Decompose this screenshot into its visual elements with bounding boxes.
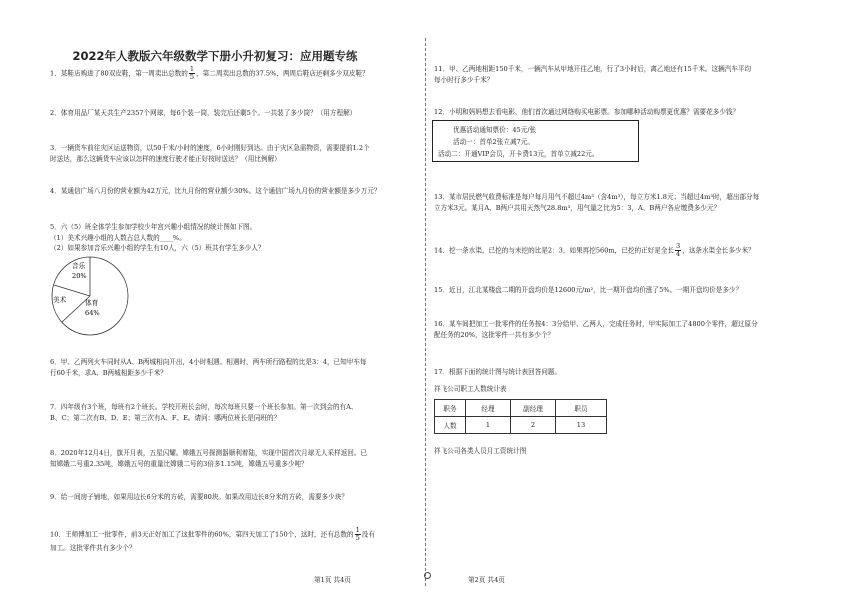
table-cell: 13 bbox=[556, 417, 607, 434]
question-17: 17．根据下面的统计图与统计表回答问题。 bbox=[434, 368, 562, 376]
question-3-line-2: 时送达，那么这辆货车应该以怎样的速度行驶才能正好按时送达？（用比例解） bbox=[50, 155, 281, 163]
question-7-line-2: B、C；第二次有B、D、E；第三次有A、F、E。请问：哪两位班长是同班的？ bbox=[50, 414, 281, 422]
question-5-line-2: （1）美术兴趣小组的人数占总人数的____%。 bbox=[50, 234, 186, 242]
promotion-notice-box bbox=[432, 120, 639, 162]
page-number-right: 第2页 共4页 bbox=[468, 576, 505, 584]
pie-label-pe: 体育 bbox=[85, 299, 99, 307]
question-9: 9．给一间房子铺地，如果用边长6分米的方砖，需要80块。如果改用边长8分米的方砖，需要多少块？ bbox=[50, 493, 348, 501]
notice-line-activity-1: 活动一：首单2张立减7元。 bbox=[453, 138, 534, 146]
question-3-line-1: 3．一辆货车前往灾区运送物资，以50千米/小时的速度，6小时刚好到达。由于灾区急需物资，需要提前1.2个 bbox=[50, 144, 370, 152]
question-13-line-1: 13．某市居民燃气收费标准是每户每月用气不超过4m³（含4m³），每立方米1.8元；当超过4m³时，超出部分每 bbox=[434, 193, 760, 201]
pie-pct-music: 20% bbox=[72, 272, 87, 280]
question-11-line-1: 11．甲、乙两地相距150千米，一辆汽车从甲地开往乙地，行了3小时后，离乙地还有15千米。这辆汽车平均 bbox=[434, 65, 752, 73]
question-12: 12．小明和妈妈想去看电影，他们首次通过网络购买电影票。参加哪种活动购票更优惠？需要花多少钱？ bbox=[434, 108, 740, 116]
question-8-line-1: 8．2020年12月4日，旗开月表，五星闪耀。嫦娥五号探测器顺利着陆，实现中国首次月球无人采样返回。已 bbox=[50, 449, 368, 457]
fraction-numerator: 1 bbox=[189, 65, 195, 73]
notice-line-price: 优惠活动通知票价：45元/张 bbox=[453, 126, 537, 134]
staff-count-table bbox=[434, 399, 607, 434]
fraction-denominator: 4 bbox=[676, 250, 681, 258]
table-header-cell: 职务 bbox=[435, 400, 466, 417]
table-cell: 2 bbox=[511, 417, 556, 434]
question-10-line-2: 加工。这批零件共有多少个？ bbox=[50, 544, 136, 552]
question-8-line-2: 知嫦娥二号重2.35吨，嫦娥五号的重量比嫦娥二号的3倍多1.15吨，嫦娥五号重多少吨？ bbox=[50, 460, 308, 468]
question-10-text-b: 没有 bbox=[361, 530, 375, 539]
pie-label-music: 音乐 bbox=[72, 262, 86, 270]
page-title: 2022年人教版六年级数学下册小升初复习：应用题专练 bbox=[72, 49, 358, 63]
fraction-one-fifth bbox=[355, 527, 361, 542]
fraction-three-quarters bbox=[675, 243, 681, 258]
pie-pct-pe: 64% bbox=[85, 309, 100, 317]
question-16-line-1: 16．某车间把加工一批零件的任务按4：3分给甲、乙两人，完成任务时，甲实际加工了4800个零件，超过原分 bbox=[434, 320, 758, 328]
table-header-row bbox=[435, 400, 607, 417]
fraction-denominator: 5 bbox=[189, 73, 195, 81]
interest-group-pie-chart bbox=[50, 255, 130, 337]
question-1-text-b: ，第二周卖出总数的37.5%，两周后鞋店还剩多少双皮鞋？ bbox=[196, 69, 369, 78]
question-16-line-2: 配任务的20%，这批零件一共有多少个？ bbox=[434, 331, 555, 339]
question-1 bbox=[50, 66, 369, 81]
table-header-cell: 副经理 bbox=[511, 400, 556, 417]
fraction-numerator: 3 bbox=[676, 242, 681, 250]
question-4: 4．某通信广场八月份的营业额为42万元，比九月份的营业额少30%。这个通信广场九月份的营业额是多少万元？ bbox=[50, 187, 381, 195]
question-5-line-1: 5．六（5）班全体学生参加学校少年宫兴趣小组情况的统计图如下图。 bbox=[50, 223, 257, 231]
question-2: 2．体育用品厂某天共生产2357个网球，每6个装一筒，装完后还剩5个。一共装了多少筒？（用方程解） bbox=[50, 109, 357, 117]
table-header-cell: 职员 bbox=[556, 400, 607, 417]
page-number-left: 第1页 共4页 bbox=[314, 576, 351, 584]
question-13-line-2: 立方米3元。某月A、B两户共用天然气28.8m³，用气量之比为5：3，A、B两户各应缴费多少元？ bbox=[434, 204, 721, 212]
table-cell: 1 bbox=[466, 417, 511, 434]
right-page bbox=[430, 0, 860, 608]
question-14 bbox=[434, 243, 755, 258]
question-14-text-a: 14．挖一条水渠，已挖的与未挖的比是2：3，如果再挖560m，已挖的正好是全长 bbox=[434, 246, 675, 255]
fraction-denominator: 5 bbox=[355, 534, 360, 542]
question-15: 15．近日，江北某楼盘二期的开盘均价是12600元/m²，比一期开盘均价涨了5%。一期开盘均价是多少？ bbox=[434, 286, 743, 294]
notice-line-activity-2: 活动二：开通VIP会员，开卡费13元，首单立减22元。 bbox=[438, 150, 599, 158]
question-10-line-1 bbox=[50, 527, 375, 542]
question-5-line-3: （2）如果参加音乐兴趣小组的学生有10人，六（5）班共有学生多少人？ bbox=[50, 244, 265, 252]
question-14-text-b: ，这条水渠全长多少米？ bbox=[682, 246, 755, 255]
question-6-line-1: 6．甲、乙两列火车同时从A、B两城相向开出，4小时相遇。相遇时，两车所行路程的比是3：4，已知甲车每 bbox=[50, 358, 367, 366]
table-cell: 人数 bbox=[435, 417, 466, 434]
fraction-numerator: 1 bbox=[355, 526, 360, 534]
table-caption: 祥飞公司职工人数统计表 bbox=[434, 385, 507, 393]
table-header-cell: 经理 bbox=[466, 400, 511, 417]
question-7-line-1: 7．四年级有3个班，每班有2个班长。学校开班长会时，每次每班只要一个班长参加。第一次到会的有A、 bbox=[50, 403, 358, 411]
question-1-text-a: 1．某鞋店购进了80双皮鞋，第一周卖出总数的 bbox=[50, 69, 188, 78]
question-11-line-2: 每小时行多少千米？ bbox=[434, 76, 494, 84]
binding-hole-icon bbox=[424, 572, 431, 579]
chart-caption: 祥飞公司各类人员月工资统计图 bbox=[434, 447, 527, 455]
table-row bbox=[435, 417, 607, 434]
page-divider bbox=[425, 38, 426, 586]
question-6-line-2: 行60千米，求A、B两城相距多少千米？ bbox=[50, 369, 167, 377]
fraction-one-fifth bbox=[189, 66, 195, 81]
question-10-text-a: 10．王师傅加工一批零件，前3天正好加工了这批零件的60%，第四天加工了150个，这时，还有总数的 bbox=[50, 530, 354, 539]
pie-label-art: 美术 bbox=[53, 296, 67, 304]
